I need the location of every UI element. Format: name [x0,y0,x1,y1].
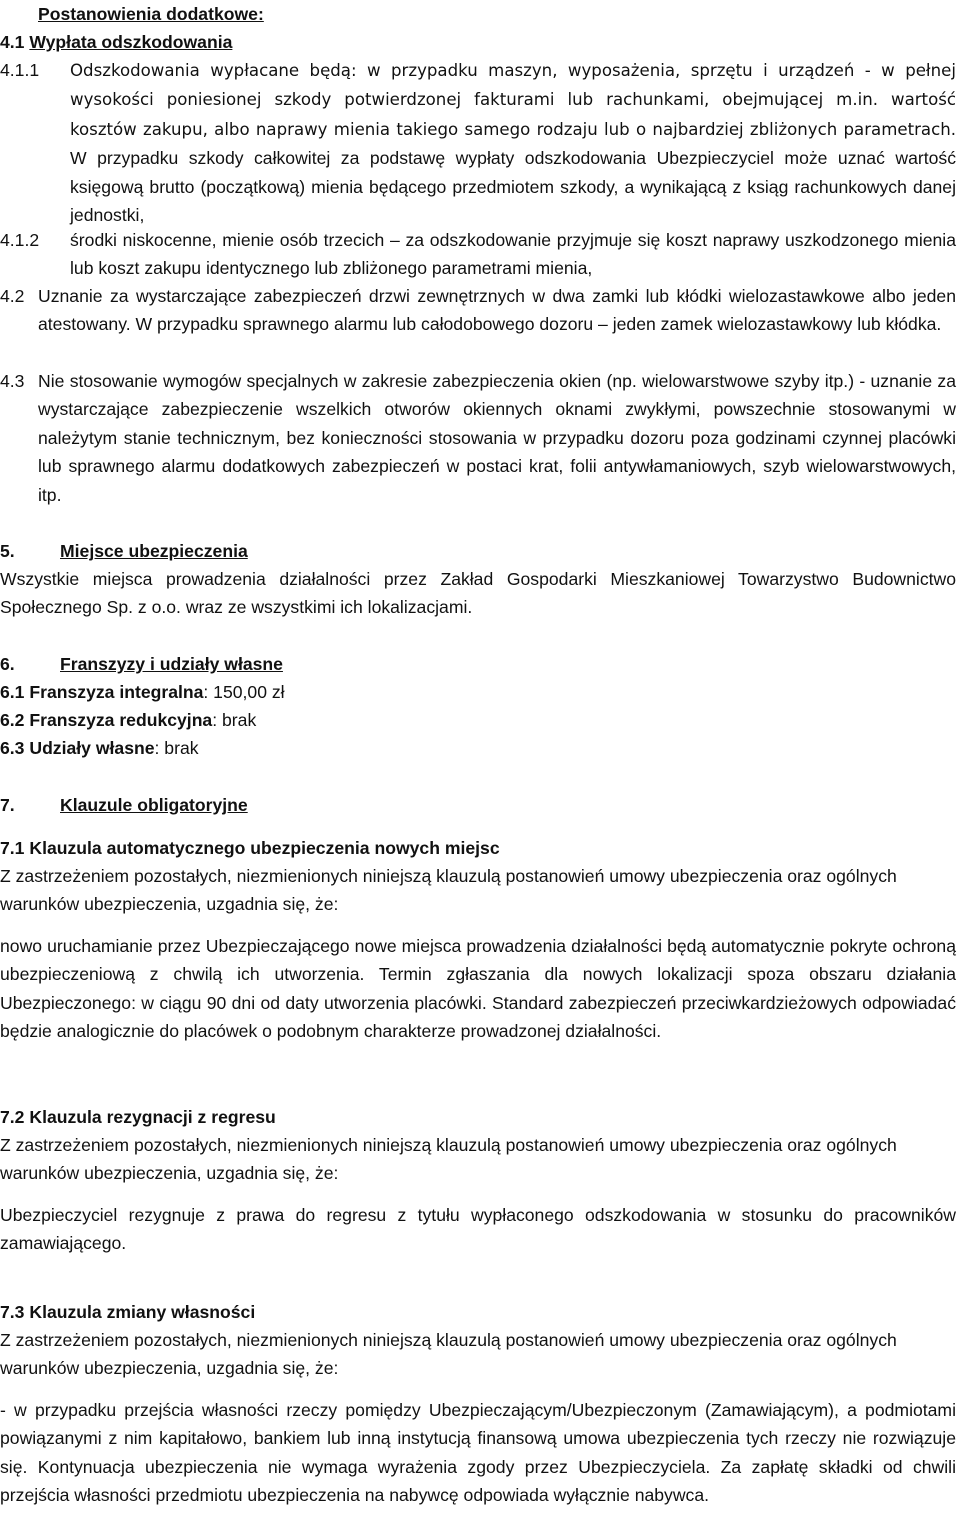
section-5-title: Miejsce ubezpieczenia [60,541,248,561]
paragraph-4-3-number: 4.3 [0,371,25,391]
section-6-title: Franszyzy i udziały własne [60,654,283,674]
heading-4-1 [0,28,956,56]
deductible-item [0,706,956,734]
section-5-heading [0,537,956,565]
clause-7-2-intro: Z zastrzeżeniem pozostałych, niezmienionych niniejszą klauzulą postanowień umowy ubezpieczenia oraz ogólnych warunków ubezpieczenia, uzgadnia się, że: [0,1135,897,1184]
deductible-item-label: Franszyza redukcyjna [29,710,213,730]
paragraph-4-1-1-number: 4.1.1 [0,60,40,80]
section-5-number: 5. [0,541,15,561]
paragraph-4-1-2-text: środki niskocenne, mienie osób trzecich – za odszkodowanie przyjmuje się koszt naprawy uszkodzonego mienia lub koszt zakupu identycznego lub zbliżonego parametrami mienia, [70,230,956,279]
clause-7-3-intro: Z zastrzeżeniem pozostałych, niezmienionych niniejszą klauzulą postanowień umowy ubezpieczenia oraz ogólnych warunków ubezpieczenia, uzgadnia się, że: [0,1330,897,1379]
clause-7-1-title: Klauzula automatycznego ubezpieczenia nowych miejsc [29,838,500,858]
paragraph-4-2 [0,282,956,339]
deductible-item-label: Udziały własne [29,738,155,758]
section-7-heading [0,791,956,819]
clause-7-1-body: nowo uruchamianie przez Ubezpieczającego nowe miejsca prowadzenia działalności będą automatycznie pokryte ochroną ubezpieczeniową z chwilą ich utworzenia. Termin zgłaszania dla nowych lokalizacji spoza obszaru działania Ubezpieczonego: w ciągu 90 dni od daty utworzenia placówki. Standard zabezpieczeń przeciwkardzieżowych odpowiadać będzie analogicznie do placówek o podobnym charakterze prowadzonej działalności. [0,936,956,1042]
section-7-title: Klauzule obligatoryjne [60,795,248,815]
deductible-item-number: 6.1 [0,682,25,702]
clause-7-2-number: 7.2 [0,1107,25,1127]
clause-7-2-body: Ubezpieczyciel rezygnuje z prawa do regresu z tytułu wypłaconego odszkodowania w stosunku do pracowników zamawiającego. [0,1205,956,1254]
section-5-text: Wszystkie miejsca prowadzenia działalności przez Zakład Gospodarki Mieszkaniowej Towarzystwo Budownictwo Społecznego Sp. z o.o. wraz ze wszystkimi ich lokalizacjami. [0,569,956,618]
clause-7-1-heading [0,834,956,862]
clause-7-2-title: Klauzula rezygnacji z regresu [29,1107,276,1127]
paragraph-4-1-2-number: 4.1.2 [0,230,40,250]
deductible-item-value: : 150,00 zł [203,682,285,702]
paragraph-4-1-1 [0,56,956,229]
heading-4-1-number: 4.1 [0,32,25,52]
paragraph-4-1-1-text-a: Odszkodowania wypłacane będą: w przypadku maszyn, wyposażenia, sprzętu i urządzeń - w pełnej wysokości poniesionej szkody potwierdzonej fakturami lub rachunkami, obejmującej m.in. wartość kosztów zakupu, albo naprawy mienia takiego samego rodzaju lub o najbardziej zbliżonych parametrach. [70,61,956,139]
clause-7-3-title: Klauzula zmiany własności [29,1302,256,1322]
paragraph-4-3 [0,367,956,509]
paragraph-4-1-2 [0,226,956,283]
section-6-heading [0,650,956,678]
paragraph-4-1-1-text-b: W przypadku szkody całkowitej za podstawę wypłaty odszkodowania Ubezpieczyciel może uznać wartość księgową brutto (początkową) mienia będącego przedmiotem szkody, a wynikającą z ksiąg rachunkowych danej jednostki, [70,148,956,226]
paragraph-4-2-number: 4.2 [0,286,25,306]
deductible-item-number: 6.3 [0,738,25,758]
clause-7-2-heading [0,1103,956,1131]
deductible-item [0,678,956,706]
deductible-item [0,734,956,762]
deductible-item-label: Franszyza integralna [29,682,204,702]
paragraph-4-3-text: Nie stosowanie wymogów specjalnych w zakresie zabezpieczenia okien (np. wielowarstwowe szyby itp.) - uznanie za wystarczające zabezpieczenie wszelkich otworów okiennych oknami zwykłymi, powszechnie stosowanymi w należytym stanie technicznym, bez konieczności stosowania w przypadku dozoru poza godzinami czynnej placówki lub sprawnego alarmu dodatkowych zabezpieczeń w postaci krat, folii antywłamaniowych, szyb wielowarstwowych, itp. [38,371,956,505]
paragraph-4-2-text: Uznanie za wystarczające zabezpieczeń drzwi zewnętrznych w dwa zamki lub kłódki wielozastawkowe albo jeden atestowany. W przypadku sprawnego alarmu lub całodobowego dozoru – jeden zamek wielozastawkowy lub kłódka. [38,286,956,335]
deductible-item-value: : brak [212,710,257,730]
clause-7-3-body: - w przypadku przejścia własności rzeczy pomiędzy Ubezpieczającym/Ubezpieczonym (Zamawiającym), a podmiotami powiązanymi z nim kapitałowo, bankiem lub inną instytucją finansową umowa ubezpieczenia tych rzeczy nie rozwiązuje się. Kontynuacja ubezpieczenia nie wymaga wyrażenia zgody przez Ubezpieczyciela. Za zapłatę składki od chwili przejścia własności przedmiotu ubezpieczenia na nabywcę odpowiada wyłącznie nabywca. [0,1400,956,1506]
deductible-item-value: : brak [154,738,199,758]
section-6-number: 6. [0,654,15,674]
clause-7-1-number: 7.1 [0,838,25,858]
clause-7-3-heading [0,1298,956,1326]
clause-7-3-number: 7.3 [0,1302,25,1322]
section-7-number: 7. [0,795,15,815]
clause-7-1-intro: Z zastrzeżeniem pozostałych, niezmienionych niniejszą klauzulą postanowień umowy ubezpieczenia oraz ogólnych warunków ubezpieczenia, uzgadnia się, że: [0,866,897,915]
additional-provisions-heading: Postanowienia dodatkowe: [38,4,264,24]
deductible-item-number: 6.2 [0,710,25,730]
heading-4-1-title: Wypłata odszkodowania [29,32,233,52]
